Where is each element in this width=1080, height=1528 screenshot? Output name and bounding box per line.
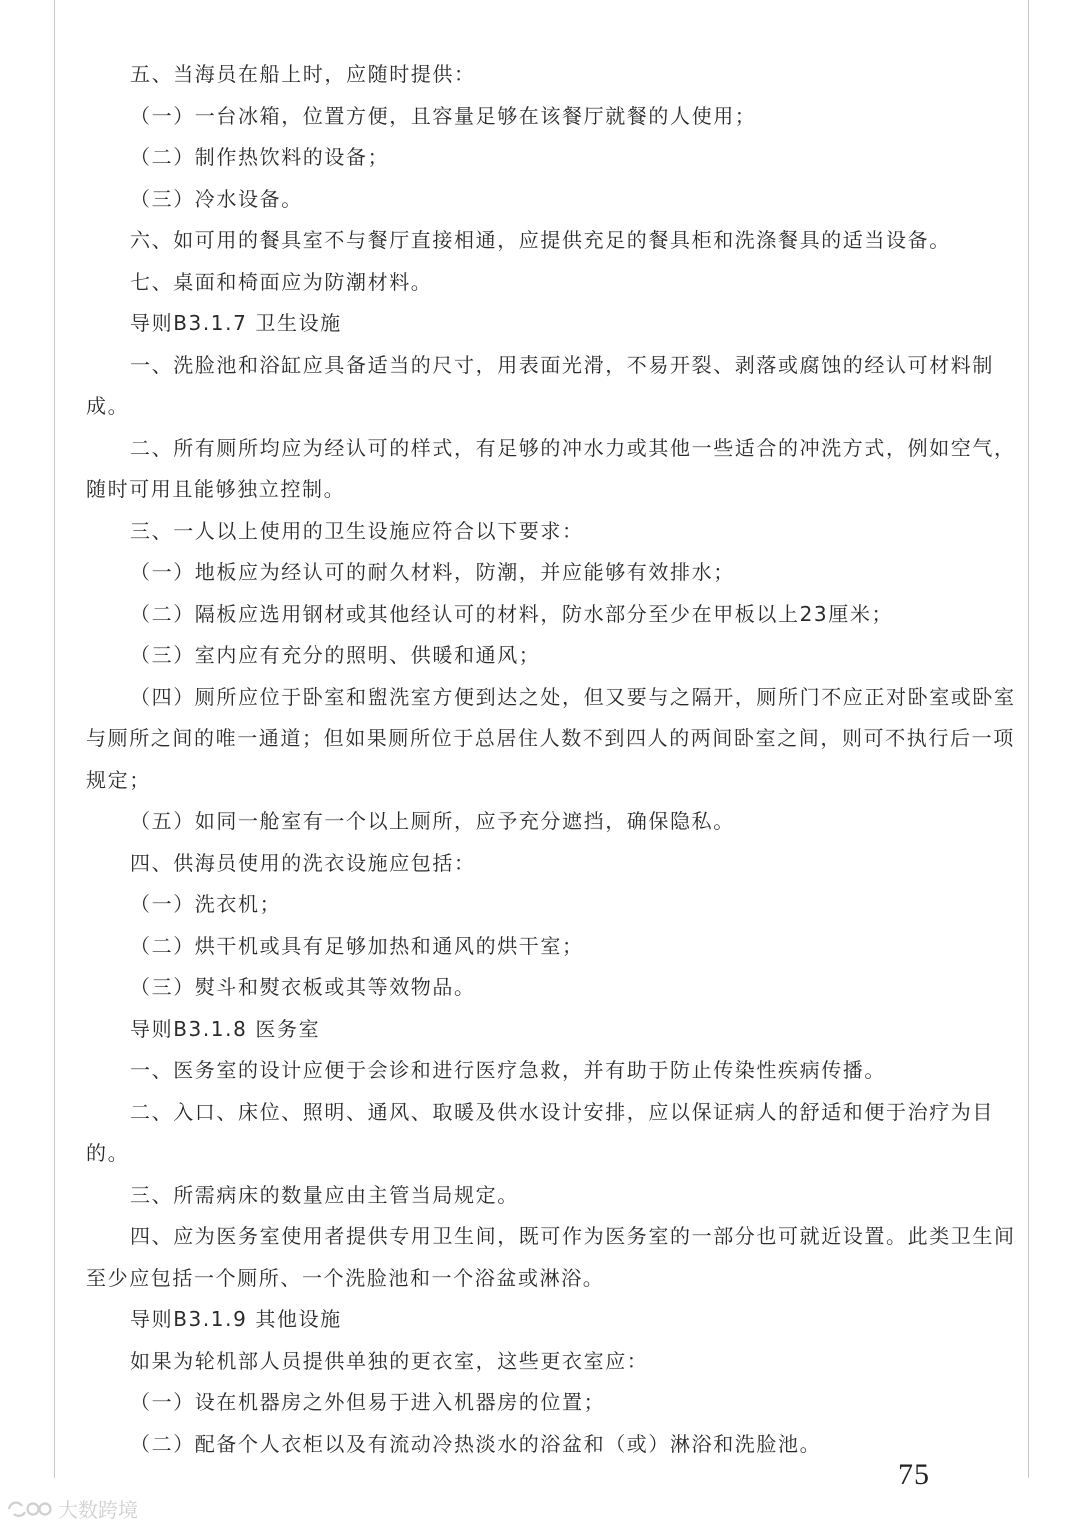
watermark-text: 大数跨境	[58, 1498, 138, 1522]
page-number: 75	[898, 1458, 930, 1491]
text-line: （三）冷水设备。	[130, 186, 303, 211]
text-line: （二）烘干机或具有足够加热和通风的烘干室；	[130, 933, 584, 958]
text-line: （一）洗衣机；	[130, 892, 282, 916]
text-line: 三、所需病床的数量应由主管当局规定。	[130, 1182, 519, 1207]
page-border-right	[1028, 0, 1029, 1478]
text-line: 导则B3.1.9 其他设施	[130, 1307, 342, 1331]
watermark	[6, 1494, 138, 1523]
text-line: （四）厕所应位于卧室和盥洗室方便到达之处，但又要与之隔开，厕所门不应正对卧室或卧室	[130, 684, 1016, 709]
text-line: 六、如可用的餐具室不与餐厅直接相通，应提供充足的餐具柜和洗涤餐具的适当设备。	[130, 228, 951, 252]
document-body	[86, 54, 1016, 1465]
text-line: （二）配备个人衣柜以及有流动冷热淡水的浴盆和（或）淋浴和洗脸池。	[130, 1431, 822, 1456]
text-line: 导则B3.1.8 医务室	[130, 1016, 321, 1041]
text-line: （三）熨斗和熨衣板或其等效物品。	[130, 975, 476, 999]
text-line: 与厕所之间的唯一通道；但如果厕所位于总居住人数不到四人的两间卧室之间，则可不执行后一项	[86, 726, 1015, 750]
text-line: 成。	[86, 394, 130, 418]
text-line: （二）隔板应选用钢材或其他经认可的材料，防水部分至少在甲板以上23厘米；	[130, 601, 894, 626]
text-line: 一、医务室的设计应便于会诊和进行医疗急救，并有助于防止传染性疾病传播。	[130, 1058, 886, 1082]
text-line: （一）地板应为经认可的耐久材料，防潮，并应能够有效排水；	[130, 560, 735, 584]
text-line: （三）室内应有充分的照明、供暖和通风；	[130, 643, 541, 667]
text-line: （一）一台冰箱，位置方便，且容量足够在该餐厅就餐的人使用；	[130, 103, 757, 128]
text-line: 规定；	[86, 767, 151, 792]
text-line: 四、应为医务室使用者提供专用卫生间，既可作为医务室的一部分也可就近设置。此类卫生间	[130, 1224, 1016, 1248]
text-line: 四、供海员使用的洗衣设施应包括：	[130, 850, 476, 875]
text-line: （一）设在机器房之外但易于进入机器房的位置；	[130, 1390, 606, 1414]
text-line: 二、所有厕所均应为经认可的样式，有足够的冲水力或其他一些适合的冲洗方式，例如空气，	[130, 435, 1016, 460]
text-line: 的。	[86, 1141, 130, 1165]
text-line: 七、桌面和椅面应为防潮材料。	[130, 269, 433, 294]
text-line: 二、入口、床位、照明、通风、取暖及供水设计安排，应以保证病人的舒适和便于治疗为目	[130, 1099, 994, 1124]
logo-icon	[6, 1498, 52, 1520]
text-line: （五）如同一舱室有一个以上厕所，应予充分遮挡，确保隐私。	[130, 809, 735, 833]
text-line: 一、洗脸池和浴缸应具备适当的尺寸，用表面光滑，不易开裂、剥落或腐蚀的经认可材料制	[130, 352, 994, 377]
page-border-left	[54, 0, 55, 1478]
text-line: 至少应包括一个厕所、一个洗脸池和一个浴盆或淋浴。	[86, 1265, 605, 1290]
text-line: 如果为轮机部人员提供单独的更衣室，这些更衣室应：	[130, 1348, 649, 1373]
text-line: 随时可用且能够独立控制。	[86, 477, 346, 501]
text-line: 五、当海员在船上时，应随时提供：	[130, 62, 476, 86]
text-line: （二）制作热饮料的设备；	[130, 145, 390, 169]
text-line: 三、一人以上使用的卫生设施应符合以下要求：	[130, 518, 584, 543]
text-line: 导则B3.1.7 卫生设施	[130, 311, 342, 335]
